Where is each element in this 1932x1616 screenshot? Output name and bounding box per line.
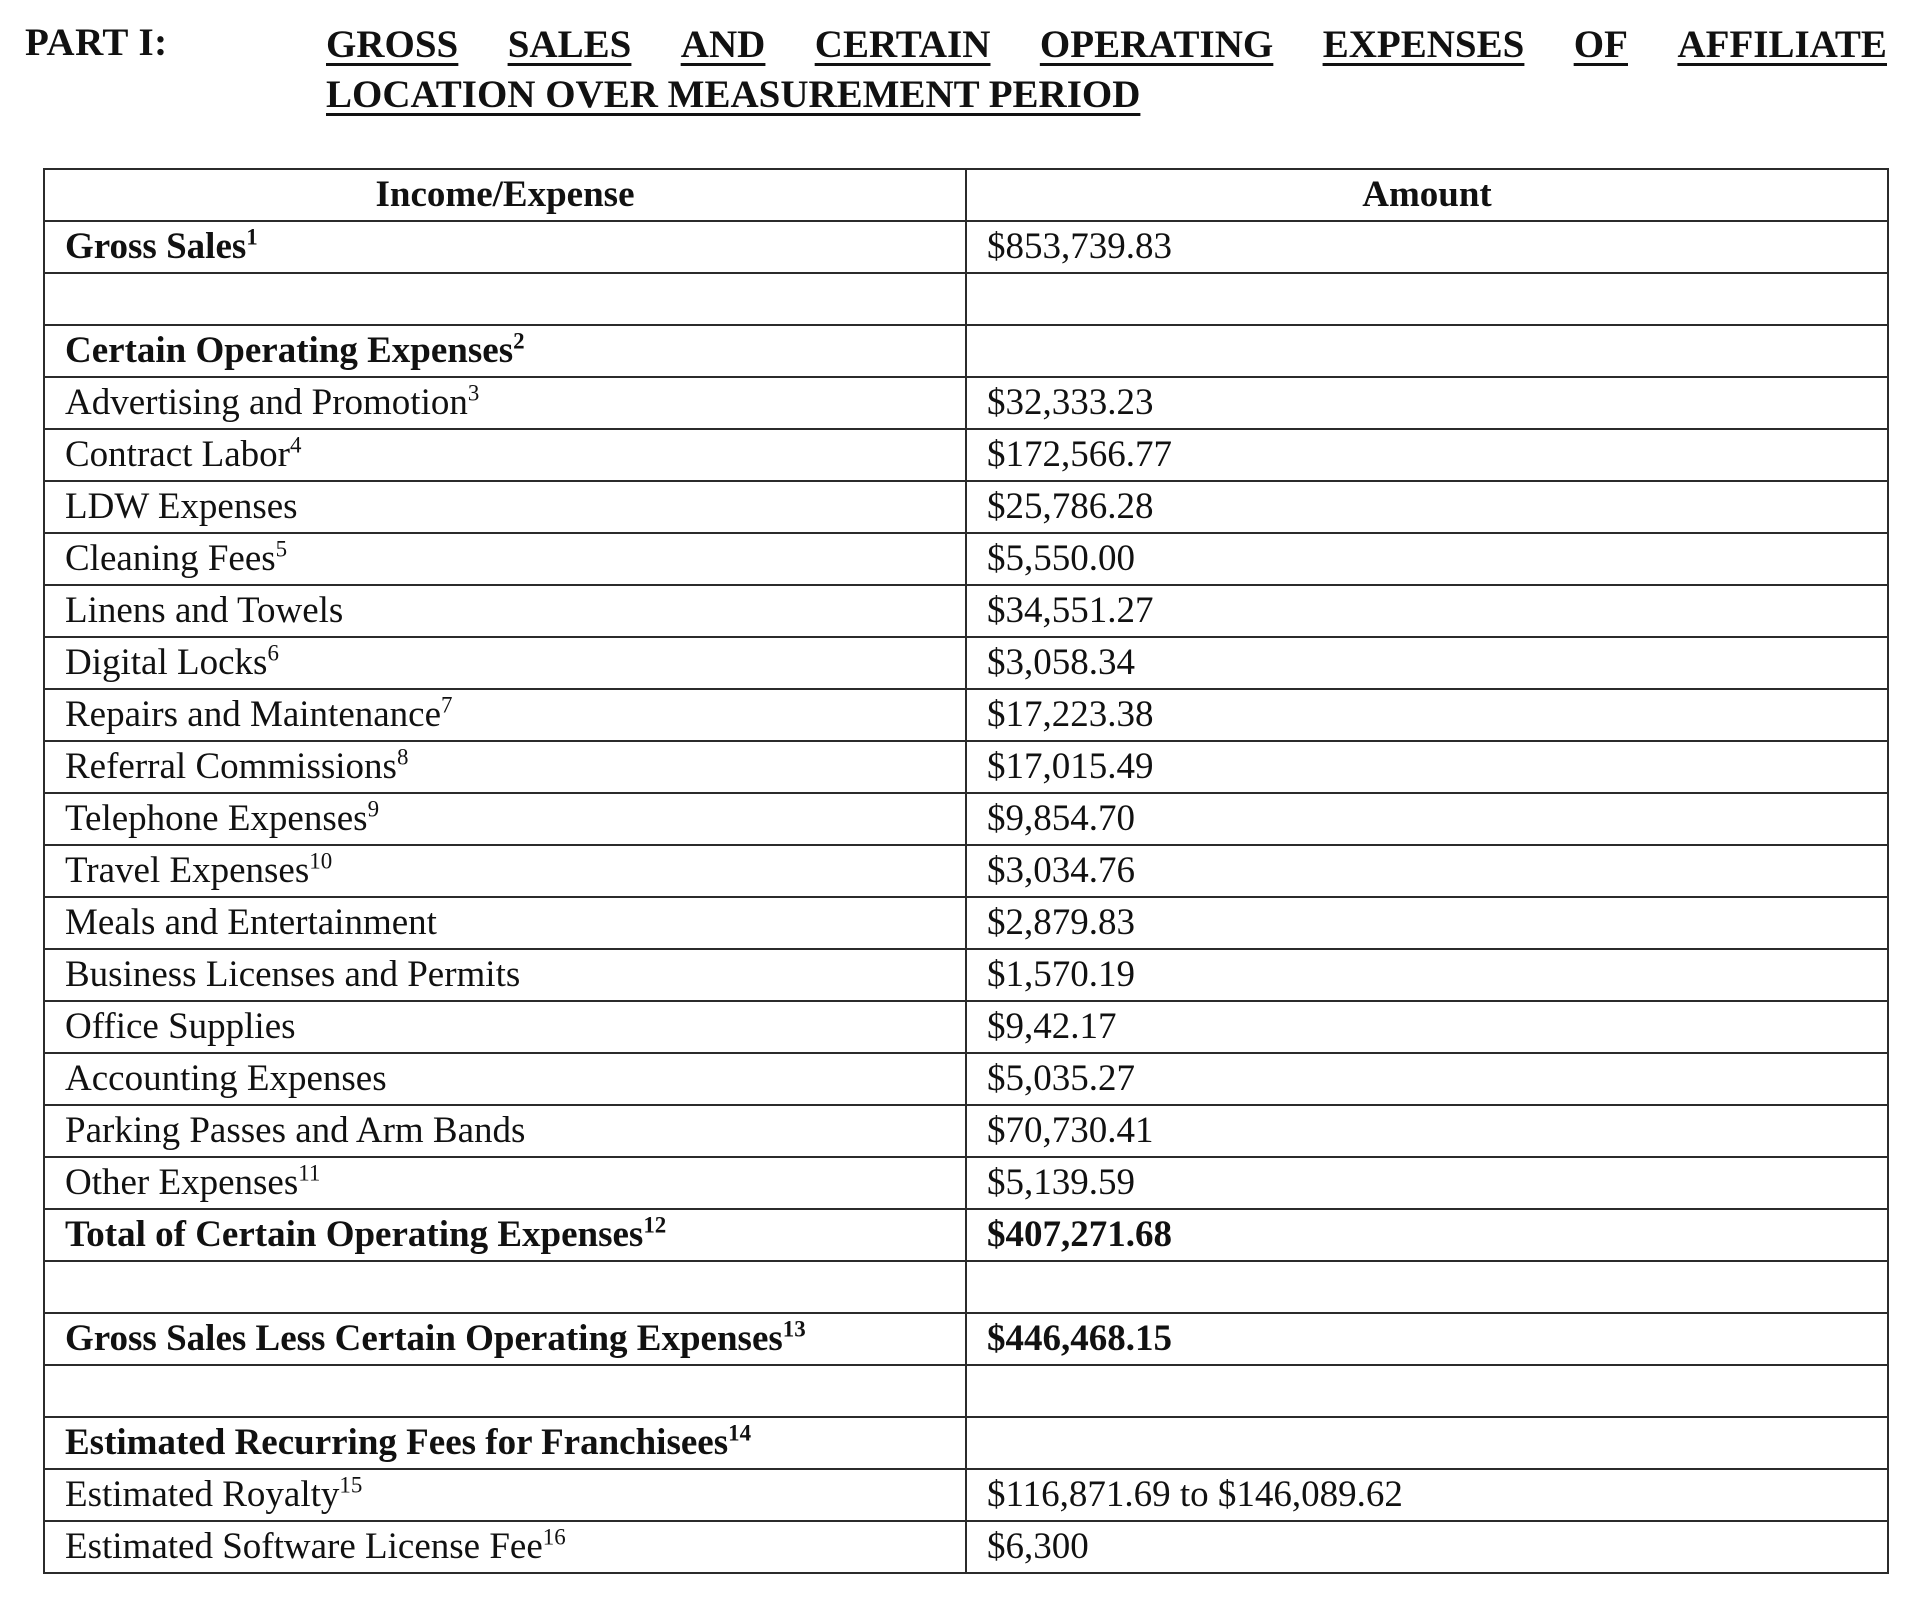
row-label-cell [44,1521,966,1573]
row-label-cell [44,585,966,637]
table-row [44,1417,1888,1469]
table-row [44,325,1888,377]
table-body [44,221,1888,1573]
row-label-cell [44,949,966,1001]
row-label-cell [44,1105,966,1157]
row-label-cell [44,377,966,429]
table-row [44,585,1888,637]
table-row-blank [44,1261,1888,1313]
footnote-marker: 13 [782,1316,806,1342]
table-row [44,741,1888,793]
row-amount: $17,015.49 [987,746,1154,787]
row-label-cell [44,1365,966,1417]
row-label-cell [44,637,966,689]
row-label-cell [44,1053,966,1105]
row-amount-cell [966,273,1888,325]
row-amount-cell [966,1365,1888,1417]
section-title-line-1 [326,20,1887,70]
row-amount-cell [966,1521,1888,1573]
table-row-blank [44,273,1888,325]
row-amount-cell [966,1261,1888,1313]
row-amount-cell [966,325,1888,377]
footnote-marker: 2 [513,328,525,354]
row-label-cell [44,325,966,377]
footnote-marker: 15 [339,1472,363,1498]
table-row [44,793,1888,845]
row-amount-cell [966,585,1888,637]
row-amount-cell [966,1313,1888,1365]
row-amount-cell [966,429,1888,481]
footnote-marker: 10 [309,848,333,874]
row-label: Business Licenses and Permits [65,954,521,995]
income-expense-table [43,168,1889,1574]
row-amount-cell [966,1105,1888,1157]
row-amount: $5,035.27 [987,1058,1135,1099]
section-title-line-2: LOCATION OVER MEASUREMENT PERIOD [326,73,1141,116]
row-amount: $32,333.23 [987,382,1154,423]
row-amount: $9,854.70 [987,798,1135,839]
row-amount: $9,42.17 [987,1006,1117,1047]
table-row [44,1157,1888,1209]
part-label: PART I: [25,21,168,64]
row-label-cell [44,1417,966,1469]
row-label-cell [44,481,966,533]
row-label: Advertising and Promotion [65,382,468,423]
row-label-cell [44,793,966,845]
row-label: Contract Labor [65,434,290,475]
row-amount: $34,551.27 [987,590,1154,631]
row-label: Office Supplies [65,1006,296,1047]
row-label: Gross Sales Less Certain Operating Expenses [65,1318,783,1359]
row-amount-cell [966,741,1888,793]
row-amount: $5,550.00 [987,538,1135,579]
row-amount-cell [966,897,1888,949]
footnote-marker: 6 [267,640,279,666]
table-row [44,533,1888,585]
row-label: Estimated Recurring Fees for Franchisees [65,1422,729,1463]
table-row [44,845,1888,897]
row-label-cell [44,429,966,481]
row-amount-cell [966,1001,1888,1053]
footnote-marker: 14 [728,1420,752,1446]
row-label-cell [44,1157,966,1209]
row-amount: $446,468.15 [987,1318,1172,1359]
table-row [44,1001,1888,1053]
title-word: AND [680,23,766,66]
row-amount-cell [966,793,1888,845]
footnote-marker: 5 [275,536,288,562]
row-label: Repairs and Maintenance [65,694,442,735]
row-amount-cell [966,377,1888,429]
table-row [44,689,1888,741]
row-label-cell [44,1209,966,1261]
table-row [44,1521,1888,1573]
row-label: Estimated Software License Fee [65,1526,543,1567]
column-header-income-expense: Income/Expense [44,169,966,221]
row-amount-cell [966,689,1888,741]
title-word: SALES [507,23,632,66]
footnote-marker: 16 [542,1524,566,1550]
title-word: OPERATING [1039,23,1274,66]
table-row [44,1105,1888,1157]
table-row [44,897,1888,949]
table-row [44,1053,1888,1105]
row-label: Meals and Entertainment [65,902,437,943]
row-amount-cell [966,1469,1888,1521]
row-amount-cell [966,1053,1888,1105]
row-label: Digital Locks [65,642,268,683]
title-word: EXPENSES [1322,23,1525,66]
column-header-amount: Amount [966,169,1888,221]
row-label: Certain Operating Expenses [65,330,514,371]
row-amount: $5,139.59 [987,1162,1135,1203]
row-amount: $2,879.83 [987,902,1135,943]
row-amount: $407,271.68 [987,1214,1172,1255]
row-amount: $172,566.77 [987,434,1172,475]
row-amount-cell [966,845,1888,897]
row-label: Linens and Towels [65,590,344,631]
row-amount: $17,223.38 [987,694,1154,735]
table-row [44,637,1888,689]
row-amount-cell [966,637,1888,689]
footnote-marker: 8 [396,744,409,770]
row-label-cell [44,221,966,273]
table-row [44,949,1888,1001]
row-label-cell [44,1001,966,1053]
table-row [44,1209,1888,1261]
table-row [44,429,1888,481]
title-word: CERTAIN [814,23,991,66]
row-label-cell [44,845,966,897]
footnote-marker: 4 [290,432,302,458]
row-label-cell [44,741,966,793]
row-label-cell [44,533,966,585]
footnote-marker: 7 [441,692,453,718]
row-label: Gross Sales [65,226,247,267]
section-title [326,20,1887,120]
table-row-blank [44,1365,1888,1417]
row-amount: $3,034.76 [987,850,1135,891]
row-amount: $6,300 [987,1526,1089,1567]
row-amount: $70,730.41 [987,1110,1154,1151]
table-row [44,481,1888,533]
row-amount-cell [966,221,1888,273]
row-amount: $116,871.69 to $146,089.62 [987,1474,1403,1515]
footnote-marker: 1 [246,224,258,250]
table-header-row [44,169,1888,221]
footnote-marker: 9 [367,796,380,822]
row-label-cell [44,689,966,741]
row-label: Estimated Royalty [65,1474,340,1515]
footnote-marker: 11 [298,1160,321,1186]
row-label: Other Expenses [65,1162,299,1203]
row-label-cell [44,897,966,949]
row-amount: $853,739.83 [987,226,1172,267]
row-label: Cleaning Fees [65,538,276,579]
row-amount: $3,058.34 [987,642,1135,683]
footnote-marker: 12 [643,1212,667,1238]
row-amount-cell [966,481,1888,533]
row-amount: $25,786.28 [987,486,1154,527]
row-label-cell [44,1313,966,1365]
table-row [44,1313,1888,1365]
row-label: Telephone Expenses [65,798,368,839]
row-amount-cell [966,1417,1888,1469]
title-word: GROSS [326,23,459,66]
row-amount: $1,570.19 [987,954,1135,995]
row-label: Accounting Expenses [65,1058,387,1099]
row-label-cell [44,1469,966,1521]
footnote-marker: 3 [467,380,480,406]
row-amount-cell [966,1157,1888,1209]
row-label-cell [44,1261,966,1313]
title-word: AFFILIATE [1677,23,1887,66]
title-word: OF [1573,23,1628,66]
table-row [44,221,1888,273]
row-amount-cell [966,949,1888,1001]
row-amount-cell [966,533,1888,585]
row-label: Parking Passes and Arm Bands [65,1110,526,1151]
table-row [44,1469,1888,1521]
row-label: Travel Expenses [65,850,310,891]
row-label: Referral Commissions [65,746,397,787]
table-row [44,377,1888,429]
row-label: Total of Certain Operating Expenses [65,1214,644,1255]
row-amount-cell [966,1209,1888,1261]
row-label: LDW Expenses [65,486,298,527]
row-label-cell [44,273,966,325]
